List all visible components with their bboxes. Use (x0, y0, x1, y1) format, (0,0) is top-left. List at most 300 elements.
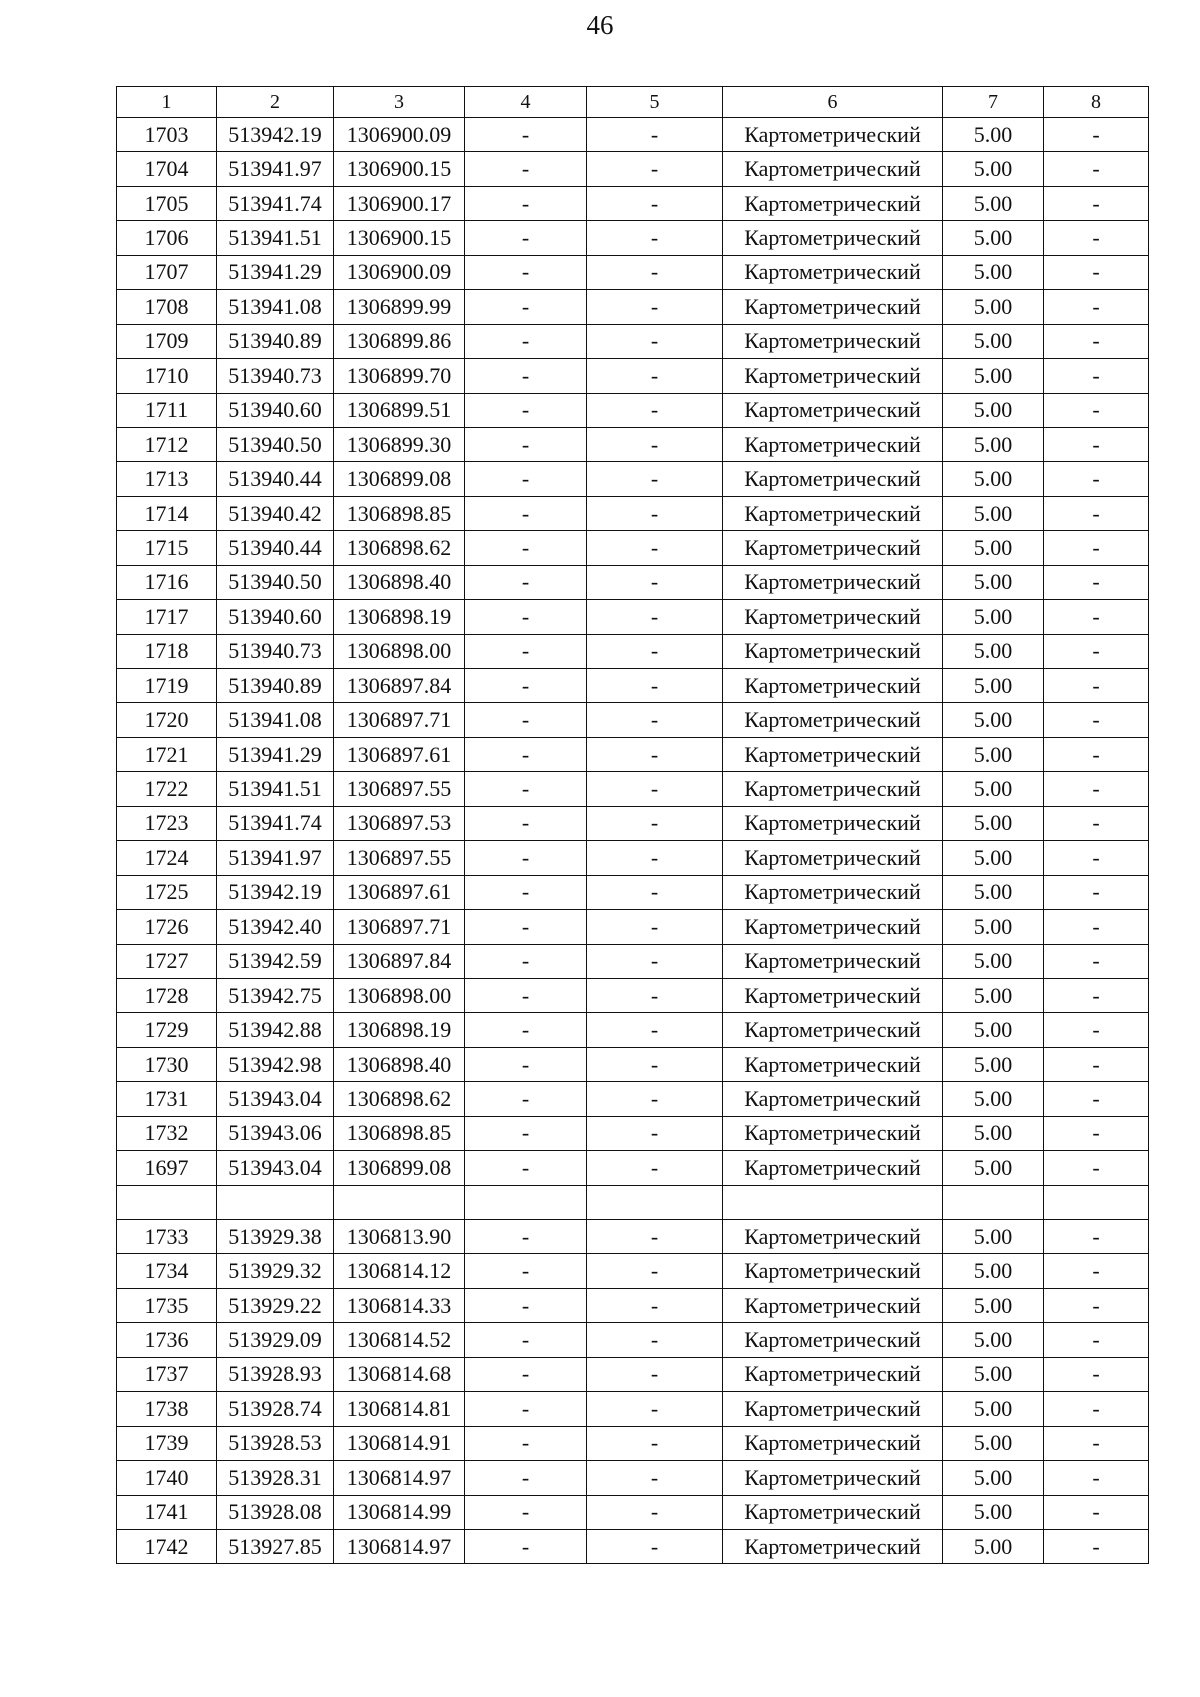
method-cell: Картометрический (723, 1082, 943, 1116)
table-row (117, 1392, 1149, 1426)
accuracy-cell: 5.00 (943, 1426, 1044, 1460)
column-8-cell: - (1044, 427, 1149, 461)
column-header-2: 2 (217, 87, 334, 118)
column-5-cell: - (587, 1013, 723, 1047)
table-row (117, 290, 1149, 324)
x-coordinate-cell: 513928.08 (217, 1495, 334, 1529)
point-number-cell: 1704 (117, 152, 217, 186)
y-coordinate-cell: 1306897.84 (334, 944, 465, 978)
x-coordinate-cell: 513941.97 (217, 841, 334, 875)
column-8-cell: - (1044, 1392, 1149, 1426)
column-5-cell: - (587, 978, 723, 1012)
x-coordinate-cell: 513940.60 (217, 393, 334, 427)
column-4-cell: - (465, 118, 587, 152)
x-coordinate-cell: 513940.73 (217, 359, 334, 393)
column-5-cell: - (587, 1323, 723, 1357)
accuracy-cell: 5.00 (943, 806, 1044, 840)
column-8-cell: - (1044, 1254, 1149, 1288)
table-row (117, 1323, 1149, 1357)
y-coordinate-cell: 1306814.97 (334, 1461, 465, 1495)
column-8-cell: - (1044, 841, 1149, 875)
method-cell: Картометрический (723, 634, 943, 668)
column-5-cell: - (587, 393, 723, 427)
x-coordinate-cell: 513942.40 (217, 910, 334, 944)
table-row (117, 772, 1149, 806)
y-coordinate-cell: 1306899.30 (334, 427, 465, 461)
method-cell: Картометрический (723, 600, 943, 634)
column-8-cell: - (1044, 496, 1149, 530)
column-8-cell: - (1044, 255, 1149, 289)
table-row (117, 1495, 1149, 1529)
column-5-cell (587, 1185, 723, 1219)
method-cell: Картометрический (723, 1254, 943, 1288)
column-4-cell: - (465, 496, 587, 530)
x-coordinate-cell: 513929.09 (217, 1323, 334, 1357)
column-4-cell: - (465, 600, 587, 634)
x-coordinate-cell: 513942.19 (217, 118, 334, 152)
column-5-cell: - (587, 669, 723, 703)
table-row (117, 1288, 1149, 1322)
method-cell: Картометрический (723, 910, 943, 944)
y-coordinate-cell (334, 1185, 465, 1219)
x-coordinate-cell: 513942.19 (217, 875, 334, 909)
method-cell: Картометрический (723, 324, 943, 358)
column-8-cell: - (1044, 393, 1149, 427)
point-number-cell: 1719 (117, 669, 217, 703)
accuracy-cell: 5.00 (943, 427, 1044, 461)
column-4-cell: - (465, 1392, 587, 1426)
accuracy-cell: 5.00 (943, 634, 1044, 668)
table-row (117, 255, 1149, 289)
column-4-cell: - (465, 1220, 587, 1254)
x-coordinate-cell: 513940.44 (217, 531, 334, 565)
accuracy-cell: 5.00 (943, 1013, 1044, 1047)
table-row (117, 703, 1149, 737)
column-8-cell: - (1044, 1220, 1149, 1254)
column-header-7: 7 (943, 87, 1044, 118)
column-5-cell: - (587, 186, 723, 220)
column-8-cell: - (1044, 910, 1149, 944)
accuracy-cell: 5.00 (943, 1357, 1044, 1391)
y-coordinate-cell: 1306897.61 (334, 737, 465, 771)
y-coordinate-cell: 1306899.51 (334, 393, 465, 427)
column-header-5: 5 (587, 87, 723, 118)
accuracy-cell: 5.00 (943, 841, 1044, 875)
x-coordinate-cell: 513942.75 (217, 978, 334, 1012)
method-cell: Картометрический (723, 1426, 943, 1460)
table-row (117, 910, 1149, 944)
column-4-cell (465, 1185, 587, 1219)
point-number-cell: 1706 (117, 221, 217, 255)
column-5-cell: - (587, 1392, 723, 1426)
table-row (117, 944, 1149, 978)
method-cell: Картометрический (723, 703, 943, 737)
x-coordinate-cell: 513941.74 (217, 186, 334, 220)
column-5-cell: - (587, 944, 723, 978)
accuracy-cell: 5.00 (943, 703, 1044, 737)
column-5-cell: - (587, 806, 723, 840)
x-coordinate-cell: 513929.22 (217, 1288, 334, 1322)
point-number-cell: 1720 (117, 703, 217, 737)
accuracy-cell: 5.00 (943, 1288, 1044, 1322)
y-coordinate-cell: 1306814.12 (334, 1254, 465, 1288)
accuracy-cell: 5.00 (943, 565, 1044, 599)
table-row (117, 1116, 1149, 1150)
column-8-cell: - (1044, 186, 1149, 220)
table-row (117, 600, 1149, 634)
column-header-4: 4 (465, 87, 587, 118)
y-coordinate-cell: 1306814.33 (334, 1288, 465, 1322)
point-number-cell (117, 1185, 217, 1219)
accuracy-cell: 5.00 (943, 359, 1044, 393)
column-5-cell: - (587, 1495, 723, 1529)
method-cell: Картометрический (723, 875, 943, 909)
table-row (117, 152, 1149, 186)
column-8-cell: - (1044, 118, 1149, 152)
table-row (117, 427, 1149, 461)
column-4-cell: - (465, 737, 587, 771)
column-5-cell: - (587, 600, 723, 634)
column-4-cell: - (465, 393, 587, 427)
method-cell: Картометрический (723, 1392, 943, 1426)
accuracy-cell: 5.00 (943, 290, 1044, 324)
table-row (117, 565, 1149, 599)
column-5-cell: - (587, 255, 723, 289)
table-row (117, 1220, 1149, 1254)
x-coordinate-cell: 513928.53 (217, 1426, 334, 1460)
point-number-cell: 1715 (117, 531, 217, 565)
x-coordinate-cell: 513940.89 (217, 324, 334, 358)
accuracy-cell: 5.00 (943, 221, 1044, 255)
accuracy-cell: 5.00 (943, 118, 1044, 152)
coordinates-table (116, 86, 1149, 1564)
accuracy-cell: 5.00 (943, 1254, 1044, 1288)
x-coordinate-cell: 513941.08 (217, 290, 334, 324)
point-number-cell: 1729 (117, 1013, 217, 1047)
column-4-cell: - (465, 359, 587, 393)
accuracy-cell: 5.00 (943, 600, 1044, 634)
y-coordinate-cell: 1306897.53 (334, 806, 465, 840)
y-coordinate-cell: 1306897.61 (334, 875, 465, 909)
table-row (117, 1047, 1149, 1081)
column-4-cell: - (465, 427, 587, 461)
point-number-cell: 1721 (117, 737, 217, 771)
method-cell: Картометрический (723, 1220, 943, 1254)
accuracy-cell: 5.00 (943, 1392, 1044, 1426)
y-coordinate-cell: 1306899.08 (334, 1151, 465, 1185)
column-8-cell: - (1044, 1047, 1149, 1081)
y-coordinate-cell: 1306898.00 (334, 978, 465, 1012)
table-row (117, 462, 1149, 496)
y-coordinate-cell: 1306900.15 (334, 221, 465, 255)
page-number: 46 (586, 10, 614, 40)
column-5-cell: - (587, 703, 723, 737)
table-row (117, 496, 1149, 530)
table-row (117, 118, 1149, 152)
x-coordinate-cell: 513928.31 (217, 1461, 334, 1495)
column-5-cell: - (587, 875, 723, 909)
method-cell: Картометрический (723, 531, 943, 565)
point-number-cell: 1738 (117, 1392, 217, 1426)
column-4-cell: - (465, 1495, 587, 1529)
column-8-cell: - (1044, 806, 1149, 840)
column-5-cell: - (587, 1047, 723, 1081)
method-cell: Картометрический (723, 806, 943, 840)
point-number-cell: 1734 (117, 1254, 217, 1288)
accuracy-cell: 5.00 (943, 462, 1044, 496)
y-coordinate-cell: 1306897.71 (334, 703, 465, 737)
accuracy-cell: 5.00 (943, 1323, 1044, 1357)
method-cell: Картометрический (723, 1461, 943, 1495)
method-cell: Картометрический (723, 841, 943, 875)
column-4-cell: - (465, 1288, 587, 1322)
column-4-cell: - (465, 1082, 587, 1116)
column-5-cell: - (587, 1220, 723, 1254)
y-coordinate-cell: 1306898.00 (334, 634, 465, 668)
y-coordinate-cell: 1306899.86 (334, 324, 465, 358)
x-coordinate-cell: 513940.89 (217, 669, 334, 703)
column-8-cell: - (1044, 978, 1149, 1012)
column-4-cell: - (465, 806, 587, 840)
accuracy-cell: 5.00 (943, 1495, 1044, 1529)
column-5-cell: - (587, 1529, 723, 1563)
column-4-cell: - (465, 531, 587, 565)
method-cell: Картометрический (723, 1116, 943, 1150)
accuracy-cell: 5.00 (943, 772, 1044, 806)
table-row (117, 1151, 1149, 1185)
x-coordinate-cell: 513941.74 (217, 806, 334, 840)
accuracy-cell (943, 1185, 1044, 1219)
accuracy-cell: 5.00 (943, 496, 1044, 530)
column-8-cell: - (1044, 359, 1149, 393)
accuracy-cell: 5.00 (943, 152, 1044, 186)
y-coordinate-cell: 1306898.62 (334, 531, 465, 565)
column-4-cell: - (465, 290, 587, 324)
column-5-cell: - (587, 910, 723, 944)
method-cell: Картометрический (723, 669, 943, 703)
accuracy-cell: 5.00 (943, 186, 1044, 220)
point-number-cell: 1728 (117, 978, 217, 1012)
x-coordinate-cell (217, 1185, 334, 1219)
point-number-cell: 1730 (117, 1047, 217, 1081)
table-row (117, 1426, 1149, 1460)
y-coordinate-cell: 1306899.70 (334, 359, 465, 393)
column-8-cell: - (1044, 1013, 1149, 1047)
column-header-3: 3 (334, 87, 465, 118)
x-coordinate-cell: 513940.60 (217, 600, 334, 634)
method-cell: Картометрический (723, 186, 943, 220)
y-coordinate-cell: 1306898.62 (334, 1082, 465, 1116)
y-coordinate-cell: 1306814.52 (334, 1323, 465, 1357)
point-number-cell: 1713 (117, 462, 217, 496)
accuracy-cell: 5.00 (943, 669, 1044, 703)
table-row (117, 1254, 1149, 1288)
column-8-cell: - (1044, 462, 1149, 496)
method-cell: Картометрический (723, 1047, 943, 1081)
x-coordinate-cell: 513942.59 (217, 944, 334, 978)
method-cell: Картометрический (723, 772, 943, 806)
method-cell: Картометрический (723, 255, 943, 289)
column-4-cell: - (465, 978, 587, 1012)
point-number-cell: 1740 (117, 1461, 217, 1495)
table-row (117, 221, 1149, 255)
column-4-cell: - (465, 1013, 587, 1047)
column-8-cell: - (1044, 1529, 1149, 1563)
point-number-cell: 1736 (117, 1323, 217, 1357)
table-row (117, 1013, 1149, 1047)
accuracy-cell: 5.00 (943, 393, 1044, 427)
y-coordinate-cell: 1306813.90 (334, 1220, 465, 1254)
column-8-cell: - (1044, 634, 1149, 668)
point-number-cell: 1742 (117, 1529, 217, 1563)
column-5-cell: - (587, 496, 723, 530)
point-number-cell: 1722 (117, 772, 217, 806)
y-coordinate-cell: 1306898.19 (334, 600, 465, 634)
table-row (117, 978, 1149, 1012)
column-5-cell: - (587, 1426, 723, 1460)
point-number-cell: 1714 (117, 496, 217, 530)
x-coordinate-cell: 513928.74 (217, 1392, 334, 1426)
column-4-cell: - (465, 1323, 587, 1357)
x-coordinate-cell: 513940.50 (217, 427, 334, 461)
method-cell: Картометрический (723, 565, 943, 599)
point-number-cell: 1697 (117, 1151, 217, 1185)
x-coordinate-cell: 513929.38 (217, 1220, 334, 1254)
method-cell: Картометрический (723, 221, 943, 255)
column-4-cell: - (465, 462, 587, 496)
point-number-cell: 1724 (117, 841, 217, 875)
accuracy-cell: 5.00 (943, 1529, 1044, 1563)
column-4-cell: - (465, 1047, 587, 1081)
method-cell: Картометрический (723, 1151, 943, 1185)
accuracy-cell: 5.00 (943, 1082, 1044, 1116)
column-5-cell: - (587, 359, 723, 393)
table-row (117, 186, 1149, 220)
method-cell: Картометрический (723, 1529, 943, 1563)
accuracy-cell: 5.00 (943, 1220, 1044, 1254)
x-coordinate-cell: 513929.32 (217, 1254, 334, 1288)
method-cell: Картометрический (723, 737, 943, 771)
y-coordinate-cell: 1306900.09 (334, 255, 465, 289)
method-cell: Картометрический (723, 1288, 943, 1322)
y-coordinate-cell: 1306814.68 (334, 1357, 465, 1391)
column-4-cell: - (465, 1357, 587, 1391)
point-number-cell: 1707 (117, 255, 217, 289)
point-number-cell: 1735 (117, 1288, 217, 1322)
x-coordinate-cell: 513943.04 (217, 1151, 334, 1185)
x-coordinate-cell: 513940.42 (217, 496, 334, 530)
column-4-cell: - (465, 703, 587, 737)
accuracy-cell: 5.00 (943, 737, 1044, 771)
y-coordinate-cell: 1306814.99 (334, 1495, 465, 1529)
point-number-cell: 1737 (117, 1357, 217, 1391)
accuracy-cell: 5.00 (943, 875, 1044, 909)
column-4-cell: - (465, 221, 587, 255)
x-coordinate-cell: 513942.98 (217, 1047, 334, 1081)
accuracy-cell: 5.00 (943, 255, 1044, 289)
x-coordinate-cell: 513940.73 (217, 634, 334, 668)
y-coordinate-cell: 1306899.99 (334, 290, 465, 324)
column-8-cell: - (1044, 1151, 1149, 1185)
column-8-cell: - (1044, 1357, 1149, 1391)
column-5-cell: - (587, 1116, 723, 1150)
accuracy-cell: 5.00 (943, 1116, 1044, 1150)
method-cell: Картометрический (723, 1013, 943, 1047)
column-5-cell: - (587, 565, 723, 599)
table-row-separator (117, 1185, 1149, 1219)
column-5-cell: - (587, 1254, 723, 1288)
column-header-8: 8 (1044, 87, 1149, 118)
y-coordinate-cell: 1306898.85 (334, 1116, 465, 1150)
column-8-cell: - (1044, 290, 1149, 324)
y-coordinate-cell: 1306814.97 (334, 1529, 465, 1563)
table-row (117, 324, 1149, 358)
table-row (117, 1357, 1149, 1391)
y-coordinate-cell: 1306900.17 (334, 186, 465, 220)
y-coordinate-cell: 1306900.09 (334, 118, 465, 152)
y-coordinate-cell: 1306897.55 (334, 841, 465, 875)
y-coordinate-cell: 1306897.84 (334, 669, 465, 703)
table-header-row (117, 87, 1149, 118)
method-cell: Картометрический (723, 462, 943, 496)
column-5-cell: - (587, 221, 723, 255)
table-row (117, 393, 1149, 427)
x-coordinate-cell: 513942.88 (217, 1013, 334, 1047)
column-5-cell: - (587, 1357, 723, 1391)
method-cell (723, 1185, 943, 1219)
point-number-cell: 1726 (117, 910, 217, 944)
method-cell: Картометрический (723, 1357, 943, 1391)
column-8-cell: - (1044, 1116, 1149, 1150)
point-number-cell: 1703 (117, 118, 217, 152)
column-5-cell: - (587, 737, 723, 771)
table-row (117, 359, 1149, 393)
x-coordinate-cell: 513928.93 (217, 1357, 334, 1391)
table-row (117, 1529, 1149, 1563)
table-row (117, 875, 1149, 909)
column-4-cell: - (465, 944, 587, 978)
column-5-cell: - (587, 152, 723, 186)
point-number-cell: 1712 (117, 427, 217, 461)
x-coordinate-cell: 513941.29 (217, 737, 334, 771)
y-coordinate-cell: 1306898.85 (334, 496, 465, 530)
column-4-cell: - (465, 1151, 587, 1185)
point-number-cell: 1733 (117, 1220, 217, 1254)
x-coordinate-cell: 513927.85 (217, 1529, 334, 1563)
x-coordinate-cell: 513943.06 (217, 1116, 334, 1150)
column-8-cell: - (1044, 600, 1149, 634)
column-8-cell: - (1044, 1426, 1149, 1460)
column-8-cell: - (1044, 221, 1149, 255)
column-4-cell: - (465, 255, 587, 289)
column-4-cell: - (465, 841, 587, 875)
column-5-cell: - (587, 290, 723, 324)
x-coordinate-cell: 513940.44 (217, 462, 334, 496)
accuracy-cell: 5.00 (943, 324, 1044, 358)
column-8-cell: - (1044, 944, 1149, 978)
column-4-cell: - (465, 1461, 587, 1495)
method-cell: Картометрический (723, 290, 943, 324)
column-4-cell: - (465, 772, 587, 806)
point-number-cell: 1718 (117, 634, 217, 668)
x-coordinate-cell: 513943.04 (217, 1082, 334, 1116)
column-header-1: 1 (117, 87, 217, 118)
column-5-cell: - (587, 462, 723, 496)
point-number-cell: 1716 (117, 565, 217, 599)
point-number-cell: 1708 (117, 290, 217, 324)
column-4-cell: - (465, 152, 587, 186)
point-number-cell: 1741 (117, 1495, 217, 1529)
